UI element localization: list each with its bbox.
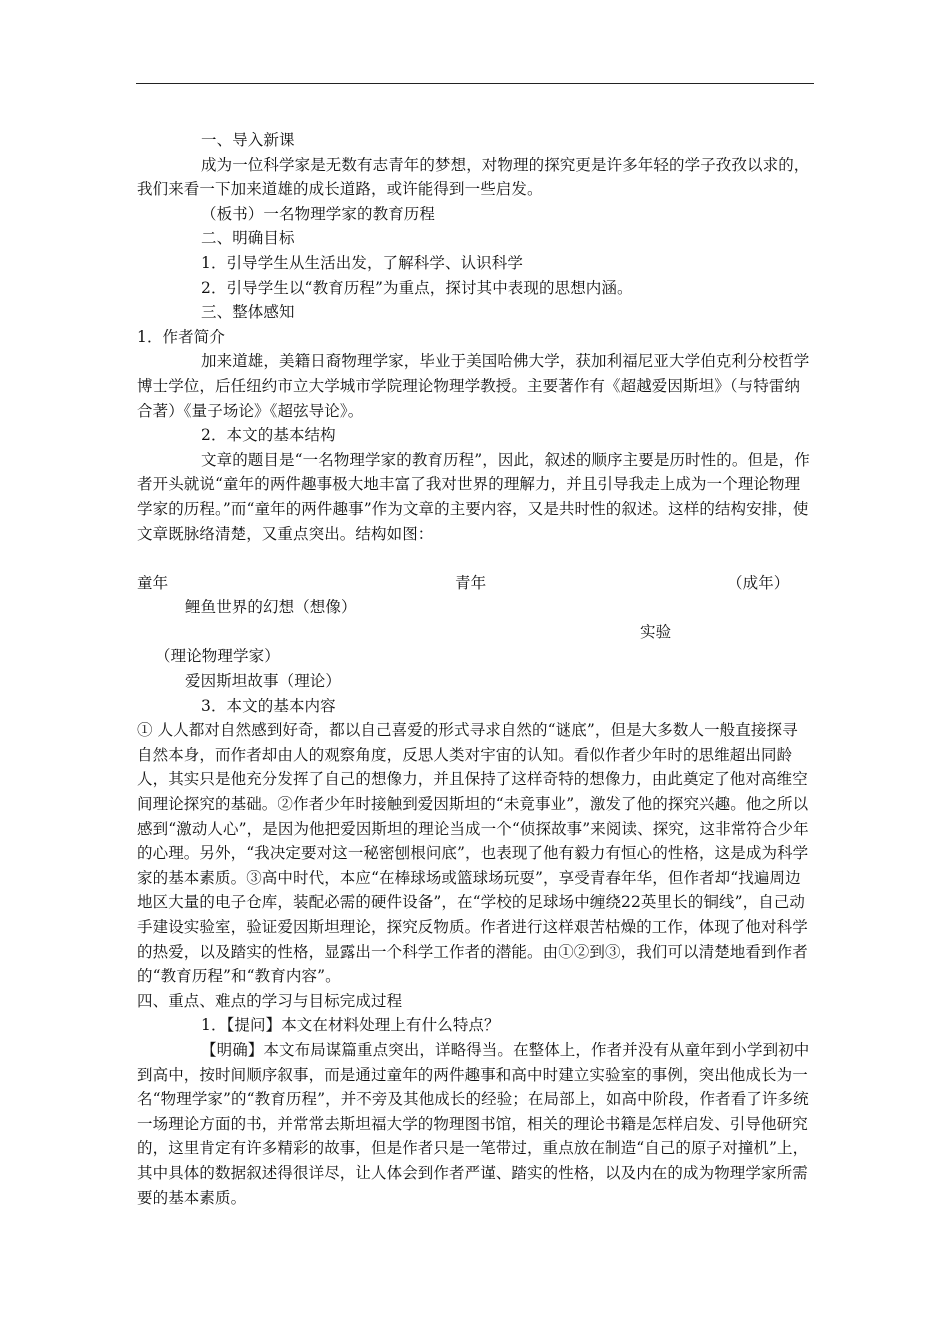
diagram-einstein: 爱因斯坦故事（理论） (185, 672, 342, 691)
goal-1: 1．引导学生从生活出发，了解科学、认识科学 (201, 253, 523, 272)
section-2-title: 二、明确目标 (201, 229, 295, 248)
diagram-carp: 鲤鱼世界的幻想（想像） (185, 598, 357, 617)
section-3-title: 三、整体感知 (201, 303, 295, 322)
document-body (137, 128, 813, 1210)
diagram-physicist: （理论物理学家） (155, 647, 280, 666)
board-note: （板书）一名物理学家的教育历程 (201, 204, 436, 223)
section-1-title: 一、导入新课 (201, 131, 295, 149)
goal-2: 2．引导学生以“教育历程”为重点，探讨其中表现的思想内涵。 (201, 278, 633, 297)
diagram-childhood: 童年 (137, 573, 169, 592)
diagram-adult: （成年） (727, 573, 790, 592)
section-1-paragraph: 成为一位科学家是无数有志青年的梦想，对物理的探究更是许多年轻的学子孜孜以求的，我们来看一下加来道雄的成长道路，或许能得到一些启发。 (137, 155, 810, 199)
diagram-experiment: 实验 (640, 622, 672, 641)
diagram-youth: 青年 (455, 573, 487, 592)
structure-title: 2．本文的基本结构 (201, 426, 336, 445)
content-title: 3．本文的基本内容 (201, 696, 336, 715)
author-intro-title: 1．作者简介 (137, 327, 225, 346)
header-rule (136, 83, 814, 84)
diagram-stage-row (137, 571, 813, 596)
content-paragraph: ① 人人都对自然感到好奇，都以自己喜爱的形式寻求自然的“谜底”，但是大多数人一般直接探寻自然本身，而作者却由人的观察角度，反思人类对宇宙的认知。看似作者少年时的思维超出同龄人，其实只是他充分发挥了自己的想像力，并且保持了这样奇特的想像力，由此奠定了他对高维空间理论探究的基础。②作者少年时接触到爱因斯坦的“未竟事业”，激发了他的探究兴趣。他之所以感到“激动人心”，是因为他把爱因斯坦的理论当成一个“侦探故事”来阅读、探究，这非常符合少年的心理。另外，“我决定要对这一秘密刨根问底”，也表现了他有毅力有恒心的性格，这是成为科学家的基本素质。③高中时代，本应“在棒球场或篮球场玩耍”，享受青春年华，但作者却“找遍周边地区大量的电子仓库，装配必需的硬件设备”，在“学校的足球场中缠绕22英里长的铜线”，自己动手建设实验室，验证爱因斯坦理论，探究反物质。作者进行这样艰苦枯燥的工作，体现了他对科学的热爱，以及踏实的性格，显露出一个科学工作者的潜能。由①②到③，我们可以清楚地看到作者的“教育历程”和“教育内容”。 (137, 721, 809, 986)
structure-paragraph: 文章的题目是“一名物理学家的教育历程”，因此，叙述的顺序主要是历时性的。但是，作者开头就说“童年的两件趣事极大地丰富了我对世界的理解力，并且引导我走上成为一个理论物理学家的历程。”而“童年的两件趣事”作为文章的主要内容，又是共时性的叙述。这样的结构安排，使文章既脉络清楚，又重点突出。结构如图： (137, 450, 810, 543)
question-1: 1．【提问】本文在材料处理上有什么特点？ (201, 1016, 500, 1035)
diagram-experiment-row (137, 620, 813, 645)
answer-1: 【明确】本文布局谋篇重点突出，详略得当。在整体上，作者并没有从童年到小学到初中到高中，按时间顺序叙事，而是通过童年的两件趣事和高中时建立实验室的事例，突出他成长为一名“物理学家”的“教育历程”，并不旁及其他成长的经验；在局部上，如高中阶段，作者看了许多统一场理论方面的书，并常常去斯坦福大学的物理图书馆，相关的理论书籍是怎样启发、引导他研究的，这里肯定有许多精彩的故事，但是作者只是一笔带过，重点放在制造“自己的原子对撞机”上，其中具体的数据叙述得很详尽，让人体会到作者严谨、踏实的性格，以及内在的成为物理学家所需要的基本素质。 (137, 1040, 810, 1207)
section-4-title: 四、重点、难点的学习与目标完成过程 (137, 991, 403, 1010)
author-intro-paragraph: 加来道雄，美籍日裔物理学家，毕业于美国哈佛大学，获加利福尼亚大学伯克利分校哲学博士学位，后任纽约市立大学城市学院理论物理学教授。主要著作有《超越爱因斯坦》（与特雷纳合著）《量子场论》《超弦导论》。 (137, 352, 810, 420)
